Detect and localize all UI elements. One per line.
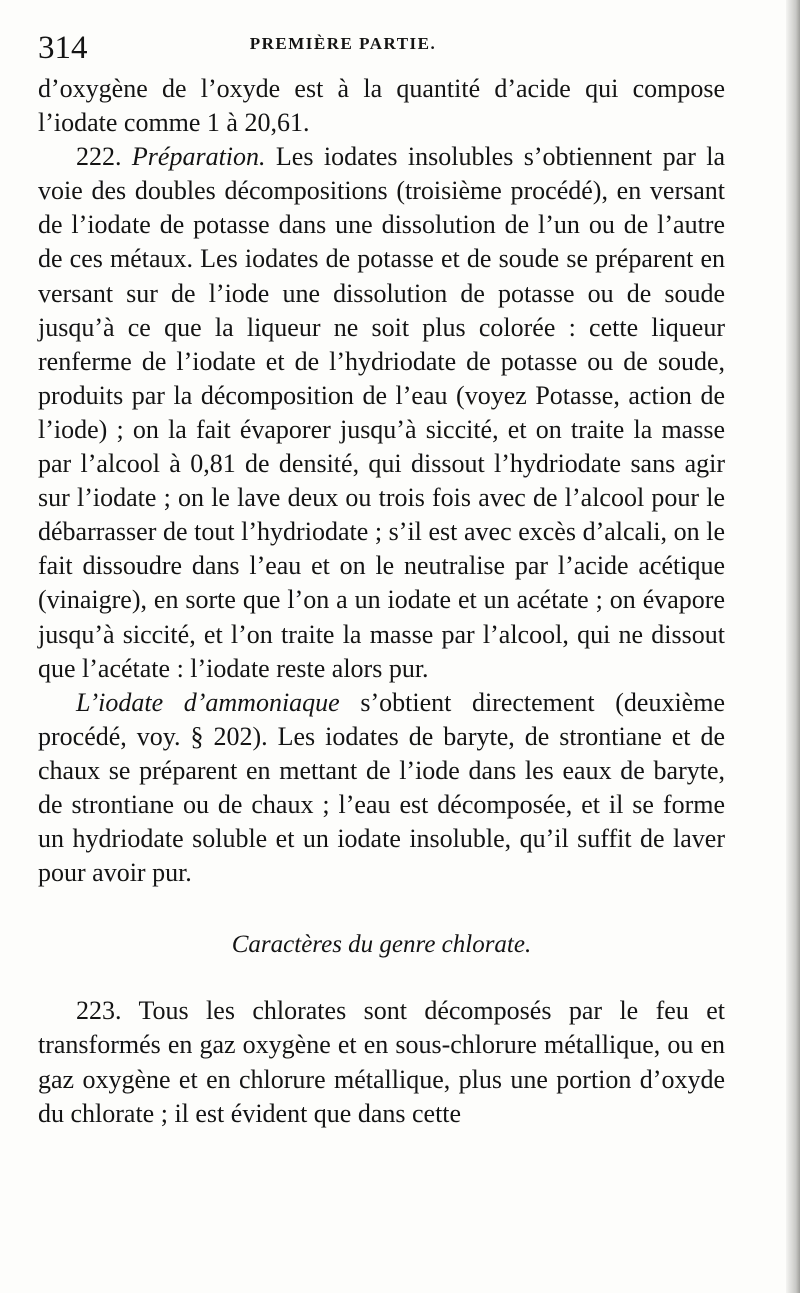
paragraph-text: d’oxygène de l’oxyde est à la quantité d’acide qui compose l’iodate comme 1 à 20,61. [38,74,725,138]
paragraph-continuation [38,72,725,140]
running-head [38,28,738,68]
page-number: 314 [38,30,88,66]
body-text [38,72,725,1131]
paragraph-ammoniaque [38,686,725,891]
paragraph-lead: L’iodate d’ammoniaque [76,687,340,717]
page-edge [786,0,800,1293]
running-title: PREMIÈRE PARTIE. [249,34,437,53]
paragraph-222 [38,140,725,686]
paragraph-number: 223. [76,996,122,1026]
section-title: Caractères du genre chlorate. [231,931,532,959]
paragraph-number: 222. [76,142,122,172]
paragraph-223 [38,994,725,1130]
paragraph-heading: Préparation. [131,142,266,172]
paragraph-text: Tous les chlorates sont décomposés par le feu et transformés en gaz oxygène et en sous-chlorure métallique, ou en gaz oxygène et en chlorure métallique, plus une portion d’oxyde du chlorate ; il est évident que dans cette [38,996,726,1128]
paragraph-text: s’obtient directement (deuxième procédé, voy. § 202). Les iodates de baryte, de strontiane et de chaux se préparent en mettant de l’iode dans les eaux de baryte, de strontiane ou de chaux ; l’eau est décomposée, et il se forme un hydriodate soluble et un iodate insoluble, qu’il suffit de laver pour avoir pur. [38,687,725,888]
paragraph-text: Les iodates insolubles s’obtiennent par la voie des doubles décompositions (troisième procédé), en versant de l’iodate de potasse dans une dissolution de l’un ou de l’autre de ces métaux. Les iodates de potasse et de soude se préparent en versant sur de l’iode une dissolution de potasse ou de soude jusqu’à ce que la liqueur ne soit plus colorée : cette liqueur renferme de l’iodate et de l’hydriodate de potasse ou de soude, produits par la décomposition de l’eau (voyez Potasse, action de l’iode) ; on la fait évaporer jusqu’à siccité, et on traite la masse par l’alcool à 0,81 de densité, qui dissout l’hydriodate sans agir sur l’iodate ; on le lave deux ou trois fois avec de l’alcool pour le débarrasser de tout l’hydriodate ; s’il est avec excès d’alcali, on le fait dissoudre dans l’eau et on le neutralise par l’acide acétique (vinaigre), en sorte que l’on a un iodate et un acétate ; on évapore jusqu’à siccité, et l’on traite la masse par l’alcool, qui ne dissout que l’acétate : l’iodate reste alors pur. [38,142,726,683]
